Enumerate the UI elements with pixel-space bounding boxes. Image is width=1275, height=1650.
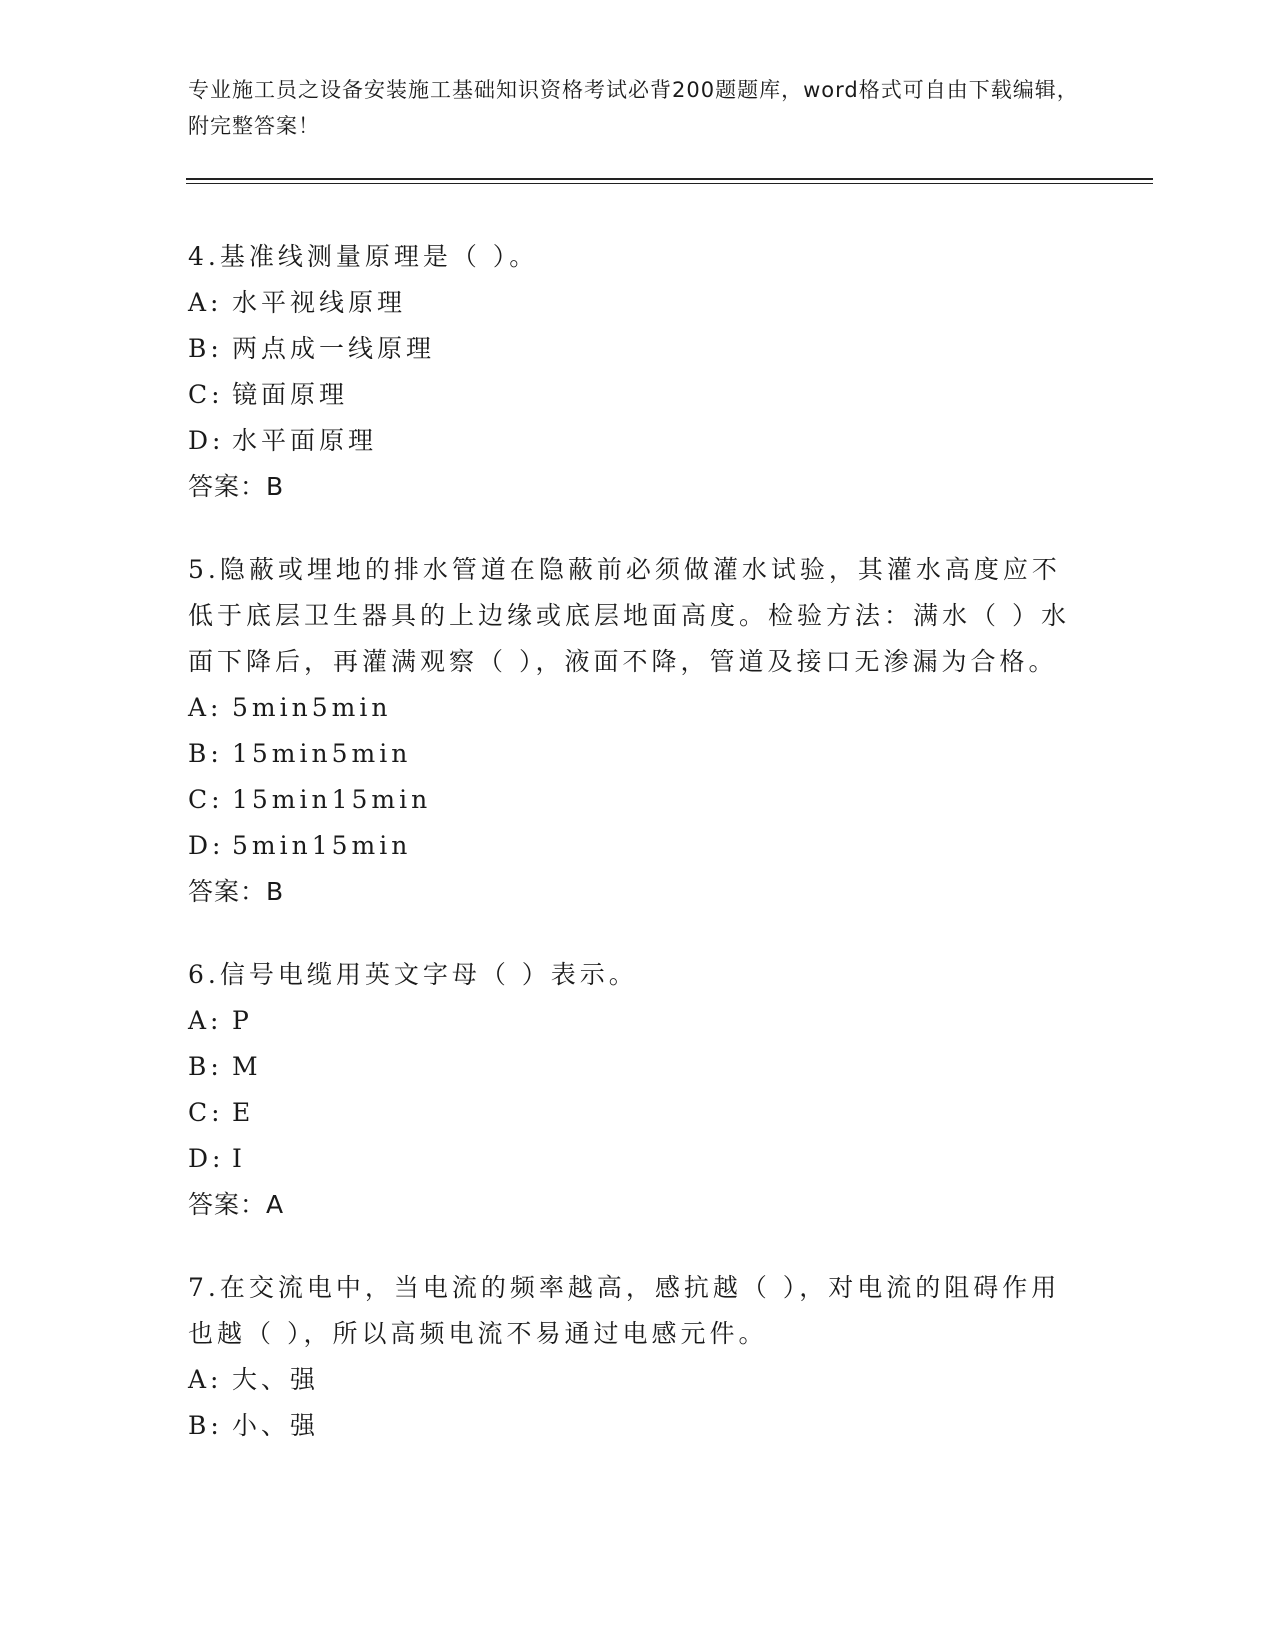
header-rule-thin (186, 183, 1153, 184)
option-c (188, 777, 1088, 823)
option-d (188, 418, 1088, 464)
question-list (188, 234, 1088, 1486)
option-text: P (232, 1006, 253, 1035)
option-b (188, 731, 1088, 777)
option-key: C: (188, 1098, 224, 1127)
option-a (188, 1357, 1088, 1403)
answer-value: A (266, 1190, 285, 1219)
option-c (188, 1090, 1088, 1136)
option-text: M (232, 1052, 262, 1081)
answer-line (188, 1182, 1088, 1228)
option-key: B: (188, 1411, 223, 1440)
option-key: C: (188, 785, 224, 814)
option-key: B: (188, 334, 223, 363)
question-item (188, 234, 1088, 510)
answer-value: B (266, 472, 285, 501)
option-key: B: (188, 739, 223, 768)
option-a (188, 998, 1088, 1044)
question-item (188, 547, 1088, 915)
option-text: 15min15min (232, 785, 432, 814)
option-text: 镜面原理 (232, 380, 349, 409)
answer-line (188, 464, 1088, 510)
question-stem: 7.在交流电中，当电流的频率越高，感抗越（ ），对电流的阻碍作用也越（ ），所以高频电流不易通过电感元件。 (188, 1273, 1061, 1348)
option-b (188, 1403, 1088, 1449)
option-key: B: (188, 1052, 223, 1081)
option-text: 5min15min (232, 831, 412, 860)
question-stem: 5.隐蔽或埋地的排水管道在隐蔽前必须做灌水试验，其灌水高度应不低于底层卫生器具的上边缘或底层地面高度。检验方法：满水（ ）水面下降后，再灌满观察（ ），液面不降，管道及接口无渗漏为合格。 (188, 555, 1070, 676)
option-text: 水平面原理 (232, 426, 378, 455)
option-text: I (232, 1144, 246, 1173)
question-stem: 6.信号电缆用英文字母（ ）表示。 (188, 960, 638, 989)
option-c (188, 372, 1088, 418)
header-rule-thick (186, 178, 1153, 180)
option-key: D: (188, 426, 225, 455)
option-b (188, 1044, 1088, 1090)
option-text: 水平视线原理 (232, 288, 407, 317)
option-b (188, 326, 1088, 372)
option-a (188, 685, 1088, 731)
answer-value: B (266, 877, 285, 906)
option-text: 大、强 (232, 1365, 320, 1394)
option-a (188, 280, 1088, 326)
option-text: 5min5min (232, 693, 392, 722)
answer-label: 答案： (188, 877, 267, 906)
answer-label: 答案： (188, 1190, 267, 1219)
answer-label: 答案： (188, 472, 267, 501)
option-key: D: (188, 1144, 225, 1173)
option-text: E (232, 1098, 255, 1127)
option-key: A: (188, 693, 223, 722)
option-d (188, 823, 1088, 869)
question-item (188, 952, 1088, 1228)
option-key: A: (188, 1006, 223, 1035)
option-key: A: (188, 288, 223, 317)
document-header (188, 72, 1088, 144)
option-d (188, 1136, 1088, 1182)
answer-line (188, 869, 1088, 915)
option-key: A: (188, 1365, 223, 1394)
option-text: 小、强 (232, 1411, 320, 1440)
document-title: 专业施工员之设备安装施工基础知识资格考试必背200题题库，word格式可自由下载编辑，附完整答案！ (188, 78, 1079, 138)
option-key: D: (188, 831, 225, 860)
question-item (188, 1265, 1088, 1449)
option-text: 15min5min (232, 739, 412, 768)
option-key: C: (188, 380, 224, 409)
question-stem: 4.基准线测量原理是（ ）。 (188, 242, 539, 271)
option-text: 两点成一线原理 (232, 334, 436, 363)
